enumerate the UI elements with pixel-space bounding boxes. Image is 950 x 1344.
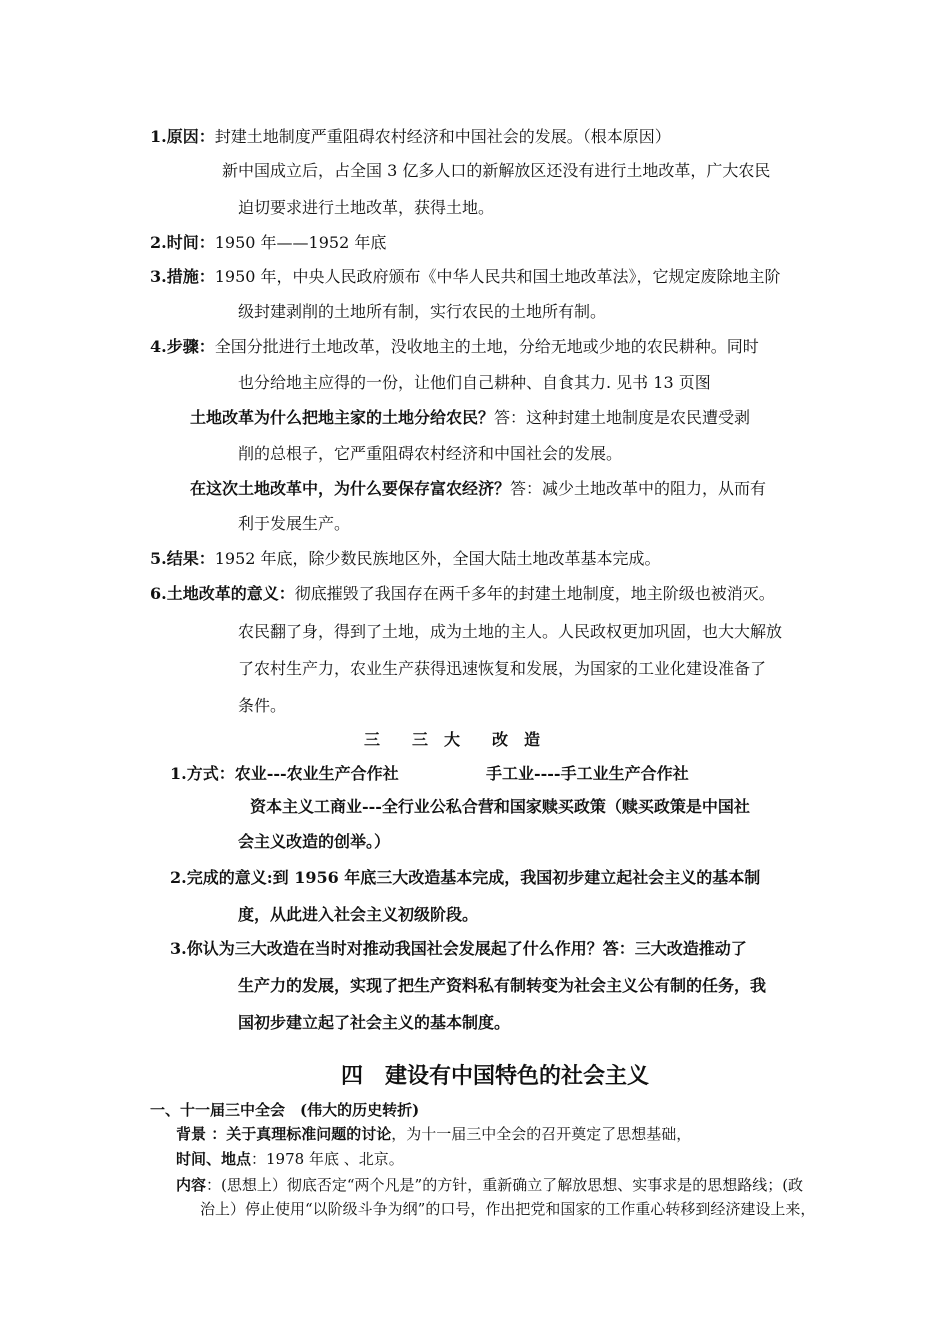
item-label: 1.方式：	[170, 764, 235, 783]
item-label: 5.结果：	[150, 549, 215, 568]
question-text: 土地改革为什么把地主家的土地分给农民？	[190, 408, 495, 427]
subheading: 一、十一届三中全会 (伟大的历史转折)	[150, 1101, 420, 1119]
chapter-heading: 四 建设有中国特色的社会主义	[341, 1063, 650, 1089]
question-1	[190, 408, 750, 428]
item-significance-cont: 了农村生产力，农业生产获得迅速恢复和发展，为国家的工业化建设准备了	[238, 659, 767, 678]
answer-text: 答：减少土地改革中的阻力，从而有	[510, 479, 767, 498]
item-steps-cont: 也分给地主应得的一份，让他们自己耕种、自食其力. 见书 13 页图	[238, 373, 711, 392]
item-capitalist: 资本主义工商业---全行业公私合营和国家赎买政策（赎买政策是中国社	[250, 797, 750, 816]
field-text: ：(思想上）彻底否定“两个凡是”的方针，重新确立了解放思想、实事求是的思想路线；(政	[206, 1176, 804, 1194]
item-role-cont: 生产力的发展，实现了把生产资料私有制转变为社会主义公有制的任务，我	[238, 976, 767, 995]
field-bold: 关于真理标准问题的讨论	[226, 1125, 392, 1143]
item-significance-cont: 条件。	[238, 696, 287, 715]
item-measures-cont: 级封建剥削的土地所有制，实行农民的土地所有制。	[238, 302, 607, 321]
field-text: ：1978 年底 、北京。	[251, 1150, 404, 1168]
answer-cont: 利于发展生产。	[238, 514, 351, 533]
item-label: 3.	[170, 939, 187, 958]
item-role	[170, 939, 747, 959]
answer-cont: 削的总根子，它严重阻碍农村经济和中国社会的发展。	[238, 444, 623, 463]
item-label: 6.土地改革的意义：	[150, 584, 295, 603]
item-steps	[150, 337, 759, 357]
item-agriculture: 农业---农业生产合作社	[234, 764, 399, 783]
item-capitalist-cont: 会主义改造的创举。）	[238, 832, 391, 851]
item-label: 1.原因：	[150, 127, 215, 146]
content-line	[176, 1175, 803, 1195]
item-completion-cont: 度，从此进入社会主义初级阶段。	[238, 905, 479, 924]
item-label: 2.完成的意义:	[170, 868, 273, 887]
item-text: 彻底摧毁了我国存在两千多年的封建土地制度，地主阶级也被消灭。	[294, 584, 775, 603]
item-text: 1950 年，中央人民政府颁布《中华人民共和国土地改革法》，它规定废除地主阶	[214, 267, 781, 286]
field-label: 内容	[176, 1176, 207, 1194]
item-handicraft: 手工业----手工业生产合作社	[486, 764, 689, 783]
question-2	[190, 479, 766, 499]
item-cause	[150, 127, 671, 147]
time-place-line	[176, 1149, 404, 1169]
item-measures	[150, 267, 781, 287]
item-label: 2.时间：	[150, 233, 215, 252]
item-significance	[150, 584, 775, 604]
field-text: ，为十一届三中全会的召开奠定了思想基础，	[391, 1125, 692, 1143]
item-text: 你认为三大改造在当时对推动我国社会发展起了什么作用？答：三大改造推动了	[186, 939, 747, 958]
item-text: 全国分批进行土地改革，没收地主的土地，分给无地或少地的农民耕种。同时	[214, 337, 759, 356]
item-result	[150, 549, 661, 569]
item-text: 封建土地制度严重阻碍农村经济和中国社会的发展。（根本原因）	[214, 127, 671, 146]
content-cont: 治上）停止使用“以阶级斗争为纲”的口号，作出把党和国家的工作重心转移到经济建设上来，	[200, 1200, 816, 1218]
item-text: 1950 年——1952 年底	[214, 233, 387, 252]
answer-text: 答：这种封建土地制度是农民遭受剥	[494, 408, 751, 427]
item-significance-cont: 农民翻了身，得到了土地，成为土地的主人。人民政权更加巩固，也大大解放	[238, 622, 783, 641]
item-cause-cont: 新中国成立后，占全国 3 亿多人口的新解放区还没有进行土地改革，广大农民	[222, 161, 771, 180]
item-completion	[170, 868, 760, 888]
item-text: 1952 年底，除少数民族地区外，全国大陆土地改革基本完成。	[214, 549, 661, 568]
item-time	[150, 233, 386, 253]
field-label: 时间、地点	[176, 1150, 252, 1168]
item-label: 3.措施：	[150, 267, 215, 286]
item-methods	[170, 764, 399, 784]
question-text: 在这次土地改革中，为什么要保存富农经济？	[190, 479, 511, 498]
item-text: 到 1956 年底三大改造基本完成，我国初步建立起社会主义的基本制	[272, 868, 761, 887]
field-label: 背景 ：	[176, 1125, 227, 1143]
item-cause-cont: 迫切要求进行土地改革，获得土地。	[238, 198, 495, 217]
item-role-cont: 国初步建立起了社会主义的基本制度。	[238, 1013, 511, 1032]
section-heading: 三 三 大 改 造	[364, 730, 541, 749]
item-label: 4.步骤：	[150, 337, 215, 356]
background-line	[176, 1124, 691, 1144]
